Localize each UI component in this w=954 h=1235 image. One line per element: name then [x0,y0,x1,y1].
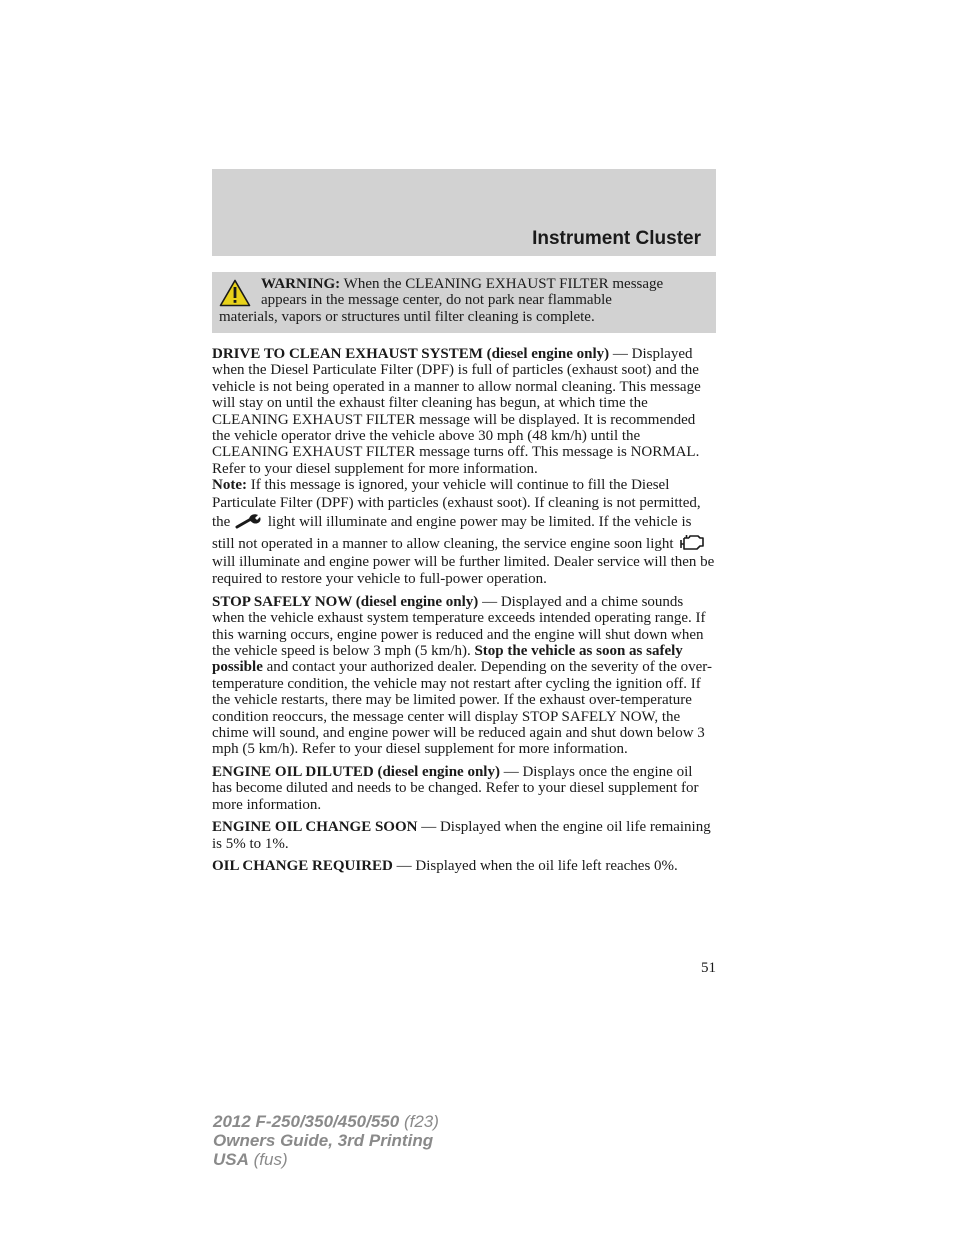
oil-change-required-paragraph [212,858,716,874]
note-text-2: light will illuminate and engine power may be limited. If the vehicle is still not operated in a manner to allow cleaning, the service engine soon light [212,514,692,553]
section-title: Instrument Cluster [532,228,701,249]
stop-safely-paragraph [212,594,716,758]
drive-clean-text: — Displayed when the Diesel Particulate Filter (DPF) is full of particles (exhaust soot) and the vehicle is not being operated in a manner to allow normal cleaning. This message will stay on until the exhaust filter cleaning has begun, at which time the CLEANING EXHAUST FILTER message will be displayed. It is recommended the vehicle operator drive the vehicle above 30 mph (48 km/h) until the CLEANING EXHAUST FILTER message turns off. This message is NORMAL. Refer to your diesel supplement for more information. [212,346,701,477]
footer-guide: Owners Guide, 3rd Printing [213,1131,434,1150]
drive-clean-heading: DRIVE TO CLEAN EXHAUST SYSTEM (diesel engine only) [212,346,610,362]
footer-model-code: (f23) [399,1112,439,1131]
warning-text-1: When the CLEANING EXHAUST FILTER message [343,276,664,292]
wrench-icon [234,512,264,530]
oil-change-soon-heading: ENGINE OIL CHANGE SOON [212,819,418,836]
oil-diluted-heading: ENGINE OIL DILUTED (diesel engine only) [212,763,500,780]
oil-change-required-text: — Displayed when the oil life left reaches 0%. [392,857,678,874]
footer-region-line [213,1150,439,1169]
oil-change-required-heading: OIL CHANGE REQUIRED [212,857,393,874]
footer [213,1112,439,1169]
footer-region-code: (fus) [248,1150,288,1169]
warning-line-2: appears in the message center, do not park near flammable [261,292,612,308]
warning-line-3: materials, vapors or structures until filter cleaning is complete. [219,309,595,325]
oil-diluted-text: — Displays once the engine oil has become diluted and needs to be changed. Refer to your diesel supplement for more information. [212,763,699,813]
stop-safely-text-1: — Displayed and a chime sounds when the vehicle exhaust system temperature exceeds intended operating range. If this warning occurs, engine power is reduced and the engine will shut down when the vehicle speed is below 3 mph (5 km/h). [212,593,706,660]
page-number: 51 [701,960,716,976]
footer-region: USA [213,1150,249,1169]
warning-label: WARNING: [261,276,341,292]
oil-diluted-paragraph [212,764,716,813]
stop-safely-heading: STOP SAFELY NOW (diesel engine only) [212,593,479,610]
footer-model: 2012 F-250/350/450/550 [213,1112,400,1131]
oil-change-soon-paragraph [212,819,716,852]
body-text [212,346,716,880]
section-header [212,169,716,256]
note-text-1: If this message is ignored, your vehicle will continue to fill the Diesel Particulate Filter (DPF) with particles (exhaust soot). If cleaning is not permitted, the [212,477,701,531]
warning-line-1 [261,276,663,293]
stop-safely-text-2: and contact your authorized dealer. Depending on the severity of the over-temperature condition, the vehicle may not restart after cycling the ignition off. If the vehicle restarts, there may be limited power. If the exhaust over-temperature condition reoccurs, the message center will display STOP SAFELY NOW, the chime will sound, and engine power will be reduced again and shut down below 3 mph (5 km/h). Refer to your diesel supplement for more information. [212,659,712,758]
note-text-3: will illuminate and engine power will be further limited. Dealer service will then be required to restore your vehicle to full-power operation. [212,553,715,588]
oil-change-soon-text: — Displayed when the engine oil life remaining is 5% to 1%. [212,819,711,852]
note-label: Note: [212,477,247,494]
footer-model-line [213,1112,439,1131]
drive-clean-paragraph [212,346,716,477]
stop-safely-emphasis: Stop the vehicle as soon as safely possible [212,643,683,676]
warning-triangle-icon [219,279,251,307]
warning-box [212,272,716,333]
engine-icon [677,532,707,552]
note-paragraph [212,477,716,589]
